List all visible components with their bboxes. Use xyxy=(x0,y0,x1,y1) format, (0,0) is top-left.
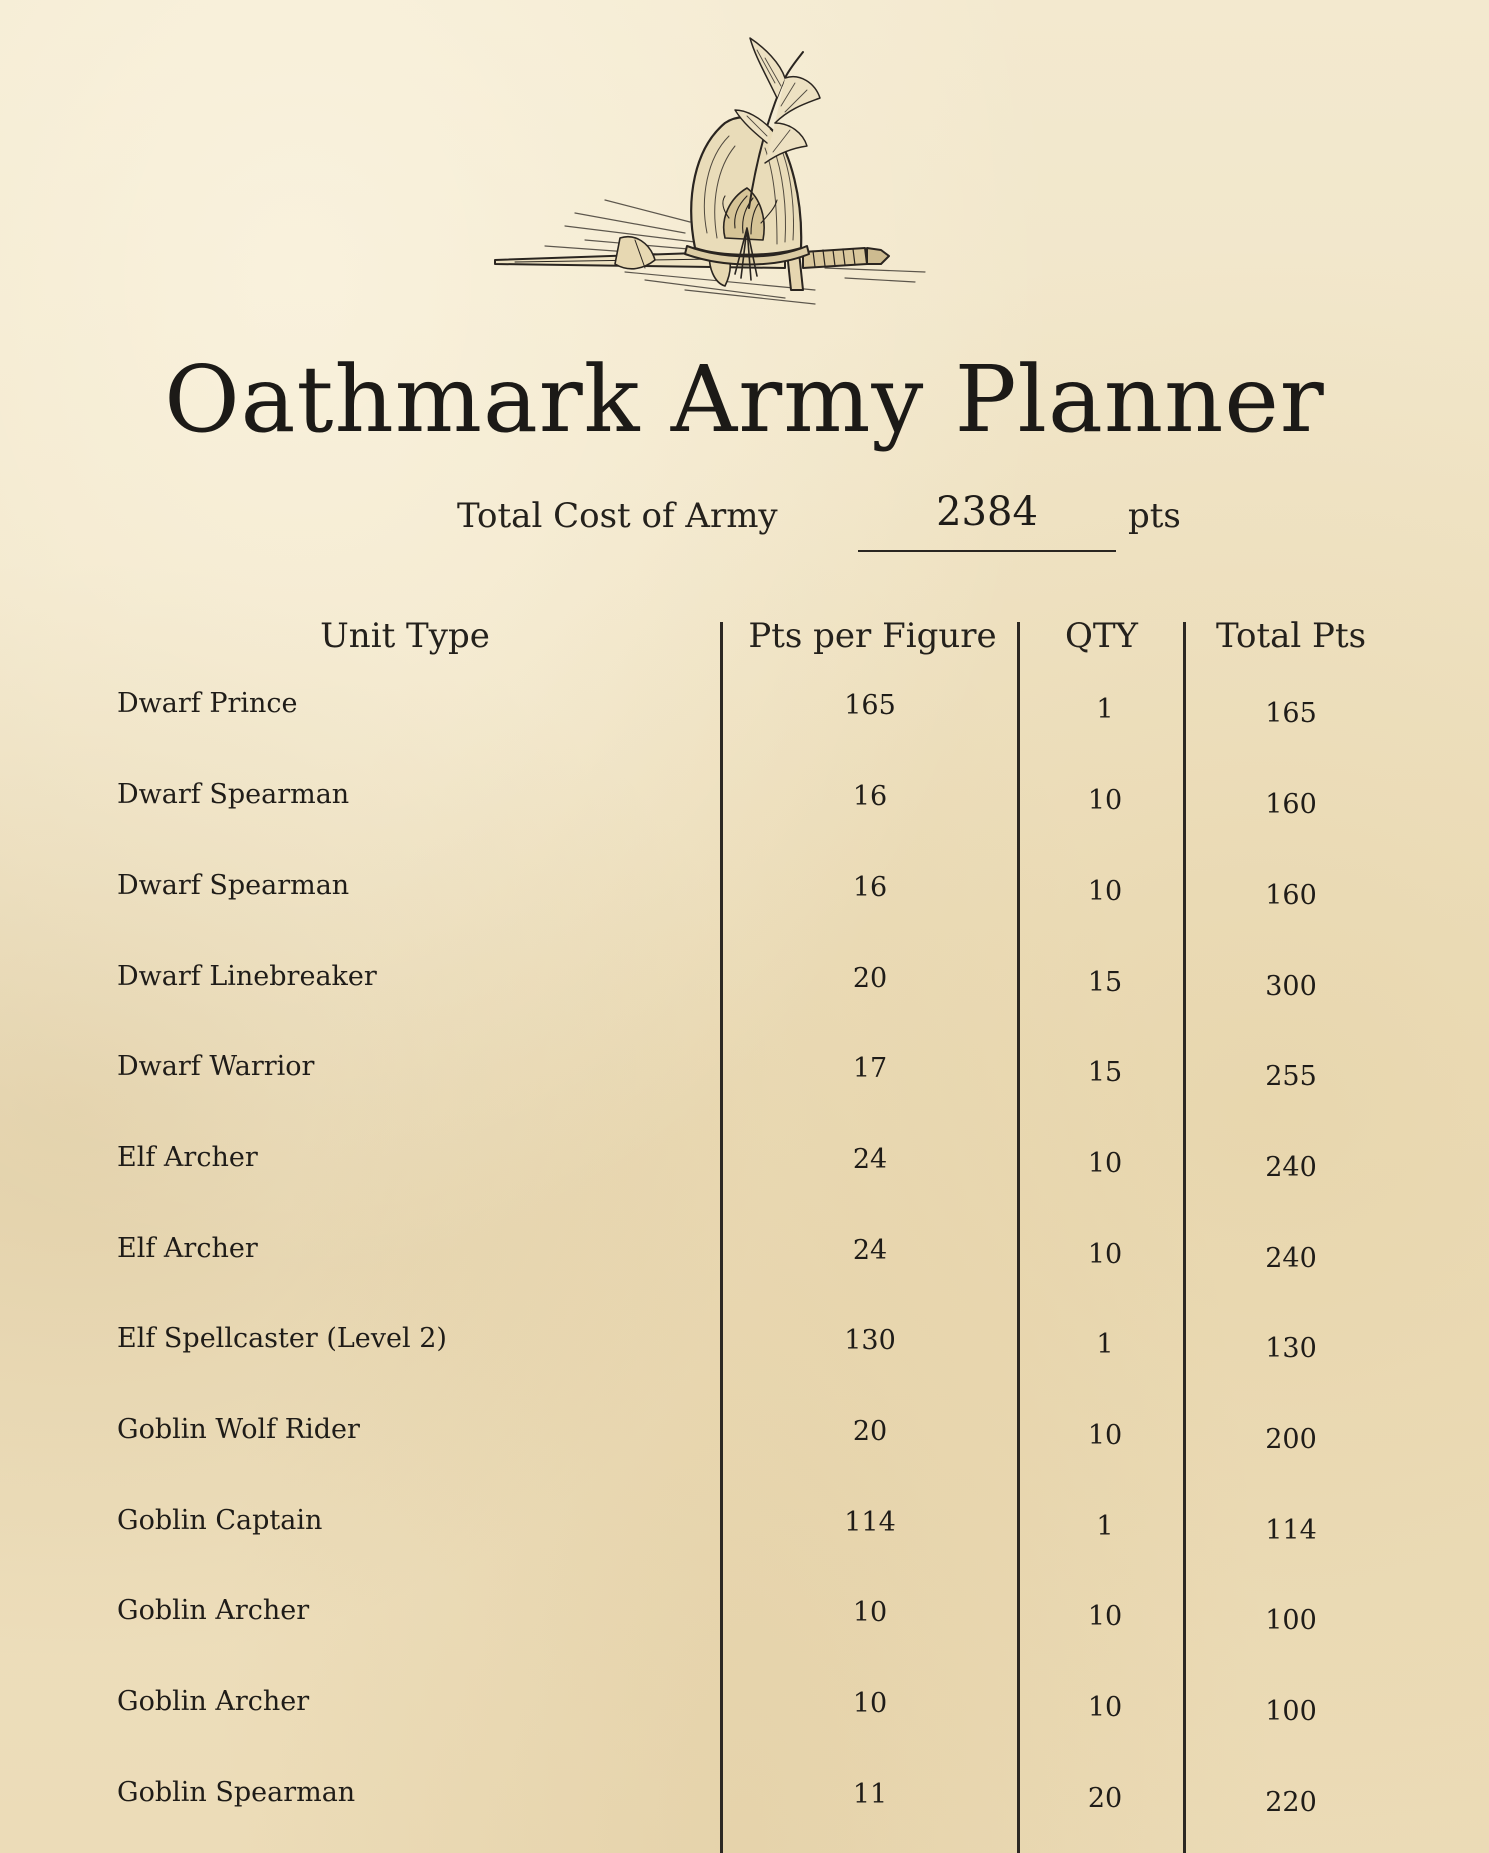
unit-total: 240 xyxy=(1265,1152,1317,1183)
unit-total: 165 xyxy=(1265,698,1317,729)
unit-pts: 20 xyxy=(852,1416,888,1447)
unit-pts: 114 xyxy=(844,1507,896,1538)
unit-total: 114 xyxy=(1265,1515,1317,1546)
unit-name: Goblin Archer xyxy=(117,1595,310,1626)
table-row xyxy=(0,1233,1489,1293)
unit-qty: 15 xyxy=(1087,967,1123,998)
table-row xyxy=(0,961,1489,1021)
unit-name: Dwarf Spearman xyxy=(117,870,350,901)
header-qty: QTY xyxy=(1065,616,1138,656)
unit-name: Goblin Archer xyxy=(117,1686,310,1717)
unit-total: 255 xyxy=(1265,1061,1317,1092)
unit-total: 220 xyxy=(1265,1787,1317,1818)
unit-qty: 20 xyxy=(1087,1783,1123,1814)
table-row xyxy=(0,1142,1489,1202)
unit-qty: 10 xyxy=(1087,1601,1123,1632)
unit-qty: 1 xyxy=(1096,1329,1114,1360)
unit-qty: 10 xyxy=(1087,1692,1123,1723)
total-cost-value: 2384 xyxy=(858,488,1116,552)
unit-qty: 10 xyxy=(1087,1239,1123,1270)
table-row xyxy=(0,779,1489,839)
unit-qty: 10 xyxy=(1087,1148,1123,1179)
unit-pts: 10 xyxy=(852,1688,888,1719)
unit-name: Dwarf Prince xyxy=(117,688,298,719)
header-total-pts: Total Pts xyxy=(1215,616,1367,656)
unit-pts: 17 xyxy=(852,1053,888,1084)
unit-total: 100 xyxy=(1265,1696,1317,1727)
unit-qty: 10 xyxy=(1087,876,1123,907)
table-row xyxy=(0,1595,1489,1655)
unit-pts: 130 xyxy=(844,1325,896,1356)
unit-pts: 20 xyxy=(852,963,888,994)
total-cost-unit: pts xyxy=(1128,496,1181,536)
table-row xyxy=(0,1051,1489,1111)
unit-name: Elf Archer xyxy=(117,1233,258,1264)
helmet-sword-emblem-icon xyxy=(485,28,995,318)
total-cost-row xyxy=(0,488,1489,558)
header-pts-per-figure: Pts per Figure xyxy=(748,616,997,656)
unit-total: 130 xyxy=(1265,1333,1317,1364)
unit-qty: 1 xyxy=(1096,1511,1114,1542)
unit-pts: 165 xyxy=(844,690,896,721)
table-row xyxy=(0,870,1489,930)
army-table xyxy=(0,616,1489,1853)
unit-total: 100 xyxy=(1265,1605,1317,1636)
unit-total: 160 xyxy=(1265,880,1317,911)
unit-pts: 24 xyxy=(852,1235,888,1266)
table-row xyxy=(0,1686,1489,1746)
unit-pts: 10 xyxy=(852,1597,888,1628)
unit-pts: 16 xyxy=(852,781,888,812)
total-cost-label: Total Cost of Army xyxy=(457,496,778,536)
unit-qty: 1 xyxy=(1096,694,1114,725)
unit-name: Goblin Spearman xyxy=(117,1777,356,1808)
unit-total: 200 xyxy=(1265,1424,1317,1455)
unit-qty: 15 xyxy=(1087,1057,1123,1088)
unit-name: Goblin Wolf Rider xyxy=(117,1414,360,1445)
unit-total: 240 xyxy=(1265,1243,1317,1274)
unit-pts: 16 xyxy=(852,872,888,903)
unit-total: 300 xyxy=(1265,971,1317,1002)
table-row xyxy=(0,1414,1489,1474)
unit-name: Elf Spellcaster (Level 2) xyxy=(117,1323,447,1354)
unit-qty: 10 xyxy=(1087,1420,1123,1451)
unit-name: Elf Archer xyxy=(117,1142,258,1173)
table-row xyxy=(0,688,1489,748)
unit-name: Goblin Captain xyxy=(117,1505,323,1536)
unit-qty: 10 xyxy=(1087,785,1123,816)
table-row xyxy=(0,1505,1489,1565)
unit-name: Dwarf Linebreaker xyxy=(117,961,377,992)
header-unit-type: Unit Type xyxy=(320,616,490,656)
table-row xyxy=(0,1323,1489,1383)
unit-pts: 24 xyxy=(852,1144,888,1175)
table-row xyxy=(0,1777,1489,1837)
unit-total: 160 xyxy=(1265,789,1317,820)
unit-name: Dwarf Warrior xyxy=(117,1051,315,1082)
page-title: Oathmark Army Planner xyxy=(164,346,1325,453)
unit-name: Dwarf Spearman xyxy=(117,779,350,810)
unit-pts: 11 xyxy=(852,1779,888,1810)
